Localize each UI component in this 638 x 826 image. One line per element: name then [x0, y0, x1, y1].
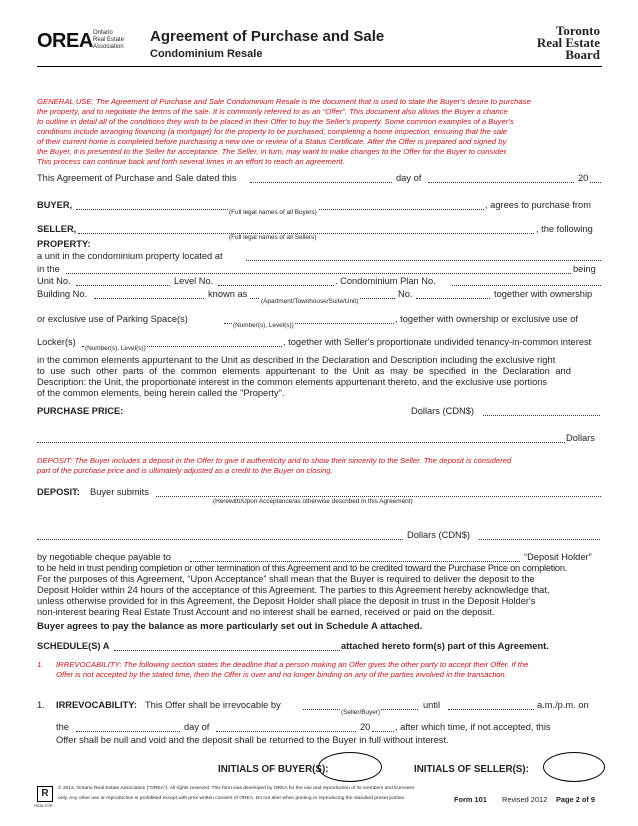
property-located-at: a unit in the condominium property located at — [37, 251, 223, 261]
dated-label: This Agreement of Purchase and Sale dated this — [37, 173, 237, 183]
deposit-note-line: part of the purchase price and is ultimately adjusted as a credit to the Buyer on closing. — [37, 466, 333, 475]
balance-statement: Buyer agrees to pay the balance as more particularly set out in Schedule A attached. — [37, 621, 423, 632]
irrevocable-note-line: Offer is not accepted by the stated time, then the Offer is over and no longer binding on any of the parties involved in the transaction. — [56, 670, 507, 679]
irrevocable-null-void: Offer shall be null and void and the deposit shall be returned to the Buyer in full without interest. — [56, 735, 449, 745]
cheque-payable-label: by negotiable cheque payable to — [37, 552, 171, 562]
orea-sub-line: Ontario — [93, 30, 113, 36]
purchase-price-cdn: Dollars (CDN$) — [411, 406, 475, 416]
unit-no-field[interactable] — [76, 285, 170, 286]
property-municipality-field[interactable] — [66, 273, 571, 274]
initials-buyer-label: INITIALS OF BUYER(S): — [218, 764, 329, 775]
dated-twenty: 20 — [578, 173, 589, 183]
deposit-amount-field[interactable] — [479, 539, 600, 540]
general-use-line: conditions include arranging financing (a mortgage) for the property to be purchased, completing a home inspection, ensuring that the sale — [37, 127, 508, 136]
schedules-label: SCHEDULE(S) A — [37, 641, 110, 651]
deposit-caption: (Herewith/Upon Acceptance/as otherwise described in this Agreement) — [213, 498, 413, 505]
irrevocable-caption: (Seller/Buyer) — [341, 709, 381, 716]
deposit-words-field[interactable] — [37, 539, 403, 540]
parking-caption: (Number(s), Level(s)) — [233, 322, 294, 329]
dated-month-field[interactable] — [428, 182, 574, 183]
orea-logo — [37, 30, 92, 54]
buyer-caption: (Full legal names of all Buyers) — [229, 209, 317, 216]
initials-seller-oval[interactable] — [543, 752, 605, 782]
irrevocable-the: the — [56, 722, 69, 732]
deposit-paragraph-line: to be held in trust pending completion or other termination of this Agreement and to be credited toward the Purchase Price on completion. — [37, 563, 568, 573]
form-number: Form 101 — [454, 795, 487, 804]
buyer-label: BUYER, — [37, 200, 73, 210]
copyright-line: only. Any other use or reproduction is prohibited except with prior written consent of OREA. Do not alter when printing or reproducing the standard preset portion. — [58, 796, 406, 801]
realtor-logo: R — [37, 786, 53, 802]
apt-caption: (Apartment/Townhouse/Suite/Unit) — [261, 298, 359, 305]
general-use-line: the property, and to negotiate the terms of the sale. It is commonly referred to as an “Offer”. This document also allows the Buyer a chance — [37, 107, 508, 116]
building-no-field[interactable] — [94, 298, 204, 299]
irrevocable-note-num: 1. — [37, 660, 44, 669]
form-subtitle: Condominium Resale — [150, 48, 263, 60]
irrevocable-note-line: IRREVOCABILITY: The following section states the deadline that a person making an Offer gives the other party to accept their Offer. If the — [56, 660, 529, 669]
property-label: PROPERTY: — [37, 239, 91, 249]
schedules-attached: attached hereto form(s) part of this Agreement. — [341, 641, 549, 651]
orea-sub-line: Association — [93, 44, 124, 50]
irrevocable-time-field[interactable] — [448, 709, 534, 710]
known-as-label: known as — [208, 289, 248, 299]
purchase-price-dollars: Dollars — [566, 433, 595, 443]
trreb-logo — [528, 25, 600, 61]
general-use-line: the Buyer, it is presented to the Seller for acceptance. The Seller, in turn, may want to make changes to the Offer for the Buyer to consider. — [37, 147, 509, 156]
property-description-line: in the common elements appurtenant to the Unit as described in the Declaration and Description including the exclusive right — [37, 355, 556, 365]
deposit-buyer-submits: Buyer submits — [90, 487, 149, 497]
form-title: Agreement of Purchase and Sale — [150, 28, 385, 45]
irrevocable-num: 1. — [37, 700, 45, 710]
parking-label: or exclusive use of Parking Space(s) — [37, 314, 188, 324]
general-use-line: GENERAL USE: The Agreement of Purchase and Sale Condominium Resale is the document that is used to state the Buyer's desire to purchase — [37, 97, 531, 106]
deposit-dollars-cdn: Dollars (CDN$) — [407, 530, 471, 540]
initials-buyer-oval[interactable] — [318, 752, 382, 782]
property-description-line: of the common elements, being herein called the "Property". — [37, 388, 285, 398]
deposit-note-line: DEPOSIT: The Buyer includes a deposit in the Offer to give it authenticity and to show their sincerity to the Seller. The deposit is considered — [37, 456, 512, 465]
seller-following-text: , the following — [536, 224, 593, 234]
dated-day-field[interactable] — [250, 182, 392, 183]
dated-day-of: day of — [396, 173, 422, 183]
no-label: No. — [398, 289, 413, 299]
deposit-timing-field[interactable] — [156, 496, 601, 497]
deposit-paragraph-line: unless otherwise provided for in this Agreement, the Deposit Holder shall place the deposit in trust in the Deposit Holder's — [37, 596, 536, 606]
irrevocable-until: until — [423, 700, 441, 710]
buyer-agrees-text: , agrees to purchase from — [485, 200, 591, 210]
together-ownership: together with ownership — [494, 289, 593, 299]
orea-sub-line: Real Estate — [93, 37, 125, 43]
seller-caption: (Full legal names of all Sellers) — [229, 234, 317, 241]
dated-year-field[interactable] — [590, 182, 601, 183]
deposit-label: DEPOSIT: — [37, 487, 80, 497]
purchase-price-amount-field[interactable] — [483, 415, 600, 416]
irrevocable-day-field[interactable] — [76, 731, 180, 732]
property-in-the: in the — [37, 264, 60, 274]
irrevocable-day-of: day of — [184, 722, 210, 732]
parking-ownership-text: , together with ownership or exclusive use of — [395, 314, 578, 324]
schedules-field[interactable] — [114, 650, 340, 651]
deposit-holder-field[interactable] — [190, 561, 520, 562]
general-use-line: This process can continue back and forth several times in an effort to reach an agreement. — [37, 157, 345, 166]
deposit-paragraph-line: non-interest bearing Real Estate Trust Account and no interest shall be earned, received or paid on the deposit. — [37, 607, 495, 617]
condo-plan-field[interactable] — [452, 285, 601, 286]
irrevocable-text: This Offer shall be irrevocable by — [145, 700, 281, 710]
initials-seller-label: INITIALS OF SELLER(S): — [414, 764, 529, 775]
level-no-label: Level No. — [174, 276, 214, 286]
trreb-line: Real Estate — [536, 35, 600, 50]
deposit-holder-label: “Deposit Holder” — [524, 552, 592, 562]
level-no-field[interactable] — [218, 285, 334, 286]
orea-logo-text: OREA — [37, 30, 93, 52]
irrevocable-twenty: 20 — [360, 722, 371, 732]
locker-tenancy-text: , together with Seller's proportionate undivided tenancy-in-common interest — [283, 337, 592, 347]
purchase-price-label: PURCHASE PRICE: — [37, 406, 124, 416]
header-rule — [37, 66, 602, 67]
form-revised: Revised 2012 — [502, 795, 548, 804]
unit-no-label: Unit No. — [37, 276, 71, 286]
locker-label: Locker(s) — [37, 337, 76, 347]
street-no-field[interactable] — [416, 298, 490, 299]
purchase-price-words-field[interactable] — [37, 442, 565, 443]
property-being: being — [573, 264, 596, 274]
deposit-paragraph-line: For the purposes of this Agreement, “Upon Acceptance” shall mean that the Buyer is required to deliver the deposit to the — [37, 574, 535, 584]
realtor-label: REALTOR — [34, 803, 53, 808]
property-description-line: Description: the Unit, the proportionate interest in the common elements appurtenant thereto, and the exclusive use portions — [37, 377, 548, 387]
irrevocable-label: IRREVOCABILITY: — [56, 700, 137, 710]
copyright-line: © 2012, Ontario Real Estate Association ("OREA"). All rights reserved. This form was developed by OREA for the use and reproduction of its members and licensees — [58, 786, 415, 791]
locker-caption: (Number(s), Level(s)) — [85, 345, 146, 352]
irrevocable-ampm: a.m./p.m. on — [537, 700, 589, 710]
trreb-line: Toronto — [555, 23, 600, 38]
page-number: Page 2 of 9 — [556, 795, 596, 804]
irrevocable-after: , after which time, if not accepted, this — [395, 722, 551, 732]
condo-plan-label: . Condominium Plan No. — [335, 276, 436, 286]
irrevocable-year-field[interactable] — [372, 731, 394, 732]
general-use-line: to outline in detail all of the conditions they wish to be placed in their Offer to buy the Seller's property. Some common examples of a Buyer's — [37, 117, 514, 126]
general-use-line: of their current home is completed before purchasing a new one or review of a Status Certificate. After the Offer is prepared and signed by — [37, 137, 507, 146]
trreb-line: Board — [565, 47, 600, 62]
building-no-label: Building No. — [37, 289, 88, 299]
irrevocable-month-field[interactable] — [216, 731, 356, 732]
seller-label: SELLER, — [37, 224, 77, 234]
property-description-line: to use such other parts of the common elements appurtenant to the Unit as may be specified in the Declaration and — [37, 366, 571, 376]
orea-subtitle — [93, 30, 124, 51]
property-address-field[interactable] — [246, 260, 601, 261]
deposit-paragraph-line: Deposit Holder within 24 hours of the acceptance of this Agreement. The parties to this Agreement hereby acknowledge that, — [37, 585, 550, 595]
